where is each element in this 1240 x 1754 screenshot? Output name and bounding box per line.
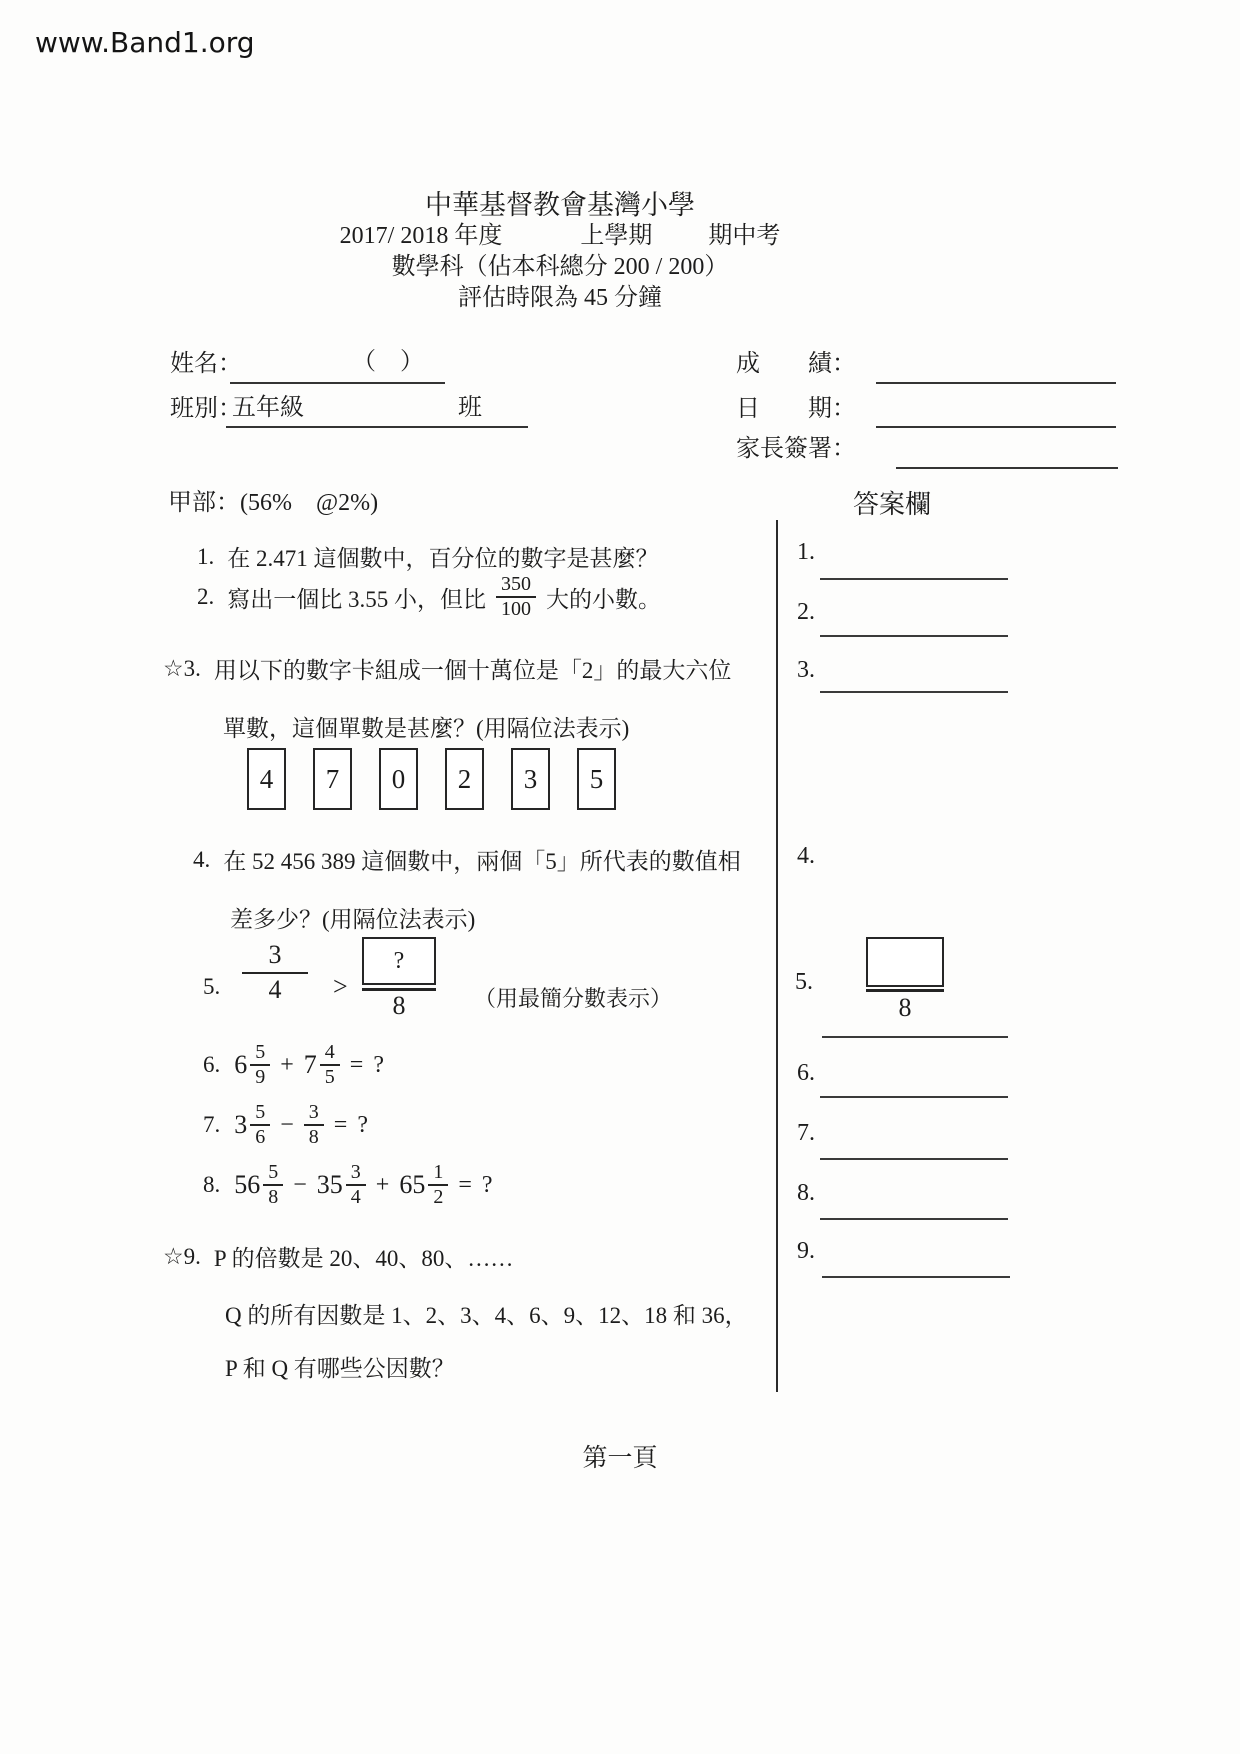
parent-sign-label: 家長簽署： [736,436,856,462]
exam-name: 期中考 [708,223,781,249]
question-1-number: 1. [197,543,215,569]
fraction-numerator: 5 [250,1102,270,1126]
question-2-number: 2. [197,584,215,609]
fraction [428,1162,448,1208]
mixed-number [234,1162,283,1208]
mixed-number [317,1162,366,1208]
question-9-text-line3: P 和 Q 有哪些公因數？ [225,1356,455,1381]
digit-card-2: 2 [445,748,484,810]
question-4-line2 [230,901,475,934]
digit-card-7: 7 [313,748,352,810]
question-4-text-line1: 在 52 456 389 這個數中，兩個「5」所代表的數值相 [223,849,741,874]
question-9-text-line2: Q 的所有因數是 1、2、3、4、6、9、12、18 和 36， [225,1303,748,1328]
fraction-denominator: 4 [242,972,308,1005]
answer-number-2: 2. [797,599,815,625]
answer-box: ? [362,937,436,985]
answer-number-6: 6. [797,1060,815,1086]
name-paren: （ ） [352,349,424,375]
fraction-numerator: 3 [346,1162,366,1186]
score-blank [876,382,1116,384]
question-4-number: 4. [193,846,211,872]
name-blank [230,382,445,384]
question-2-text-pre: 寫出一個比 3.55 小，但比 [227,586,486,612]
mixed-number [399,1162,448,1208]
parent-sign-blank [896,467,1118,469]
fraction [250,1042,270,1088]
whole-number: 7 [303,1050,317,1079]
question-mark: ? [357,1111,368,1138]
answer-number-1: 1. [797,539,815,565]
exam-session-line [220,221,900,252]
exam-term: 上學期 [580,223,653,249]
fraction-denominator: 2 [433,1186,444,1208]
minus-sign: − [293,1171,307,1198]
fraction-numerator: 5 [263,1162,283,1186]
fraction-numerator: 3 [268,940,282,969]
answer-5-denominator: 8 [866,989,944,1023]
class-value: 五年級 [232,395,304,421]
question-9-text-line1: P 的倍數是 20、40、80、…… [213,1246,514,1271]
fraction-numerator: 350 [496,574,536,598]
answer-number-4: 4. [797,843,815,869]
whole-number: 65 [399,1170,426,1199]
class-blank [226,426,528,428]
fraction-numerator: 4 [320,1042,340,1066]
class-suffix: 班 [458,395,482,421]
answer-number-5: 5. [795,969,813,995]
plus-sign: + [280,1051,294,1078]
question-3-text-line1: 用以下的數字卡組成一個十萬位是「2」的最大六位 [213,658,732,683]
fraction [250,1102,270,1148]
fraction [263,1162,283,1208]
question-5-number: 5. [203,974,221,999]
digit-card-4: 4 [247,748,286,810]
watermark: www.Band1.org [35,26,255,59]
question-mark: ? [481,1171,493,1198]
question-3-line2 [223,710,629,743]
question-mark: ? [373,1051,384,1078]
section-a-title: 甲部：(56% @2%) [168,490,379,516]
question-1 [197,540,659,573]
answer-blank-3 [820,691,1008,693]
mixed-number [234,1042,270,1088]
answer-column-title: 答案欄 [853,490,932,519]
answer-number-7: 7. [797,1120,815,1146]
question-9-line2 [225,1297,748,1330]
fraction-numerator: 5 [250,1042,270,1066]
question-3-text-line2: 單數，這個單數是甚麼？(用隔位法表示) [223,716,630,741]
question-6 [203,1042,384,1088]
date-label: 日 期： [736,396,856,422]
question-5-note: （用最簡分數表示） [474,986,673,1011]
minus-sign: − [280,1111,294,1138]
exam-year: 2017/ 2018 年度 [339,223,503,249]
question-9 [163,1240,513,1273]
answer-column-divider [776,520,778,1392]
date-blank [876,426,1116,428]
fraction-denominator: 9 [255,1066,266,1088]
class-label: 班別： [170,396,242,422]
fraction-denominator: 8 [268,1186,279,1208]
answer-number-8: 8. [797,1180,815,1206]
equals-sign: = [349,1051,364,1078]
fraction-denominator: 6 [255,1126,266,1148]
digit-card-5: 5 [577,748,616,810]
question-4-text-line2: 差多少？(用隔位法表示) [230,907,476,932]
fraction-numerator: 1 [428,1162,448,1186]
question-2 [197,574,661,620]
answer-5-box [866,937,944,987]
digit-card-0: 0 [379,748,418,810]
question-5-box-fraction [362,937,436,1021]
answer-blank-6 [820,1096,1008,1098]
fraction-denominator: 8 [308,1126,319,1148]
fraction [320,1042,340,1088]
school-name: 中華基督教會基灣小學 [425,190,695,220]
answer-blank-1 [820,578,1008,580]
question-7 [203,1102,368,1148]
time-limit: 評估時限為 45 分鐘 [458,285,662,311]
answer-5-fraction [866,937,944,1023]
equals-sign: = [458,1171,472,1198]
question-3-number: ☆3. [163,655,201,681]
question-7-number: 7. [203,1112,221,1137]
digit-cards [247,748,616,810]
question-4 [193,843,741,876]
greater-than-sign: > [333,972,348,1001]
question-8-number: 8. [203,1172,221,1197]
whole-number: 6 [234,1050,248,1079]
question-6-number: 6. [203,1052,221,1077]
fraction-denominator: 100 [501,598,531,620]
exam-header [220,190,900,314]
mixed-number [234,1102,270,1148]
whole-number: 35 [316,1170,343,1199]
fraction-denominator: 8 [362,988,436,1021]
question-3 [163,652,731,685]
whole-number: 56 [234,1170,261,1199]
digit-card-3: 3 [511,748,550,810]
fraction [304,1102,324,1148]
question-8 [203,1162,493,1208]
subject-line: 數學科（佔本科總分 200 / 200） [391,254,729,280]
name-label: 姓名： [170,351,242,377]
equals-sign: = [333,1111,348,1138]
plus-sign: + [375,1171,390,1198]
question-9-number: ☆9. [163,1243,201,1269]
answer-blank-2 [820,635,1008,637]
question-2-text-post: 大的小數。 [546,586,661,612]
question-5-left-fraction [242,941,308,1004]
mixed-number [304,1042,340,1088]
answer-blank-9 [822,1276,1010,1278]
fraction-denominator: 5 [324,1066,335,1088]
score-label: 成 績： [736,351,856,377]
answer-blank-7 [820,1158,1008,1160]
fraction-denominator: 4 [350,1186,361,1208]
answer-blank-8 [820,1218,1008,1220]
answer-number-9: 9. [797,1238,815,1264]
question-2-fraction [496,574,536,620]
answer-blank-5 [822,1036,1008,1038]
page-number: 第一頁 [582,1445,658,1472]
question-1-text: 在 2.471 這個數中，百分位的數字是甚麼？ [227,546,659,571]
whole-number: 3 [234,1110,248,1139]
fraction [346,1162,366,1208]
answer-number-3: 3. [797,657,815,683]
question-9-line3 [225,1350,455,1383]
fraction-numerator: 3 [304,1102,324,1126]
